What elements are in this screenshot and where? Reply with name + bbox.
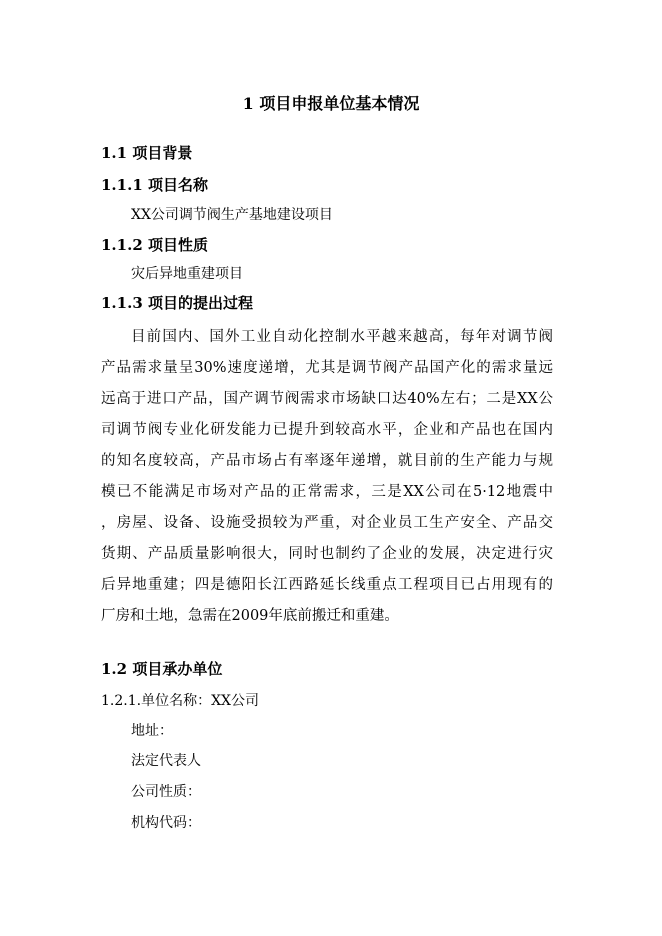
project-nature-text: 灾后异地重建项目 — [131, 266, 243, 282]
paragraph-line: 的知名度较高，产品市场占有率逐年递增，就目前的生产能力与规 — [101, 453, 553, 469]
paragraph-line: 产品需求量呈30%速度递增，尤其是调节阀产品国产化的需求量远 — [101, 360, 553, 376]
unit-name-line: 1.2.1.单位名称：XX公司 — [101, 693, 260, 709]
company-nature-label: 公司性质： — [131, 784, 201, 800]
paragraph-line: 模已不能满足市场对产品的正常需求，三是XX公司在5·12地震中 — [101, 484, 553, 500]
subsection-heading-proposal-process: 1.1.3 项目的提出过程 — [101, 294, 253, 312]
paragraph-line: 后异地重建；四是德阳长江西路延长线重点工程项目已占用现有的 — [101, 577, 553, 593]
paragraph-line: 目前国内、国外工业自动化控制水平越来越高，每年对调节阀 — [131, 329, 553, 345]
page-title: 1 项目申报单位基本情况 — [242, 94, 420, 113]
proposal-process-paragraph — [101, 322, 553, 632]
paragraph-line: 厂房和土地，急需在2009年底前搬迁和重建。 — [101, 608, 399, 624]
paragraph-line: ，房屋、设备、设施受损较为严重，对企业员工生产安全、产品交 — [101, 515, 553, 531]
section-heading-project-background: 1.1 项目背景 — [101, 144, 193, 162]
section-heading-undertaking-unit: 1.2 项目承办单位 — [101, 660, 223, 678]
paragraph-line: 司调节阀专业化研发能力已提升到较高水平，企业和产品也在国内 — [101, 422, 553, 438]
organization-code-label: 机构代码： — [131, 815, 201, 831]
paragraph-line: 远高于进口产品，国产调节阀需求市场缺口达40%左右；二是XX公 — [101, 391, 553, 407]
project-name-text: XX公司调节阀生产基地建设项目 — [131, 207, 333, 223]
subsection-heading-project-nature: 1.1.2 项目性质 — [101, 236, 208, 254]
legal-representative-label: 法定代表人 — [131, 753, 201, 769]
paragraph-line: 货期、产品质量影响很大，同时也制约了企业的发展，决定进行灾 — [101, 546, 553, 562]
address-label: 地址： — [131, 723, 173, 739]
subsection-heading-project-name: 1.1.1 项目名称 — [101, 176, 208, 194]
